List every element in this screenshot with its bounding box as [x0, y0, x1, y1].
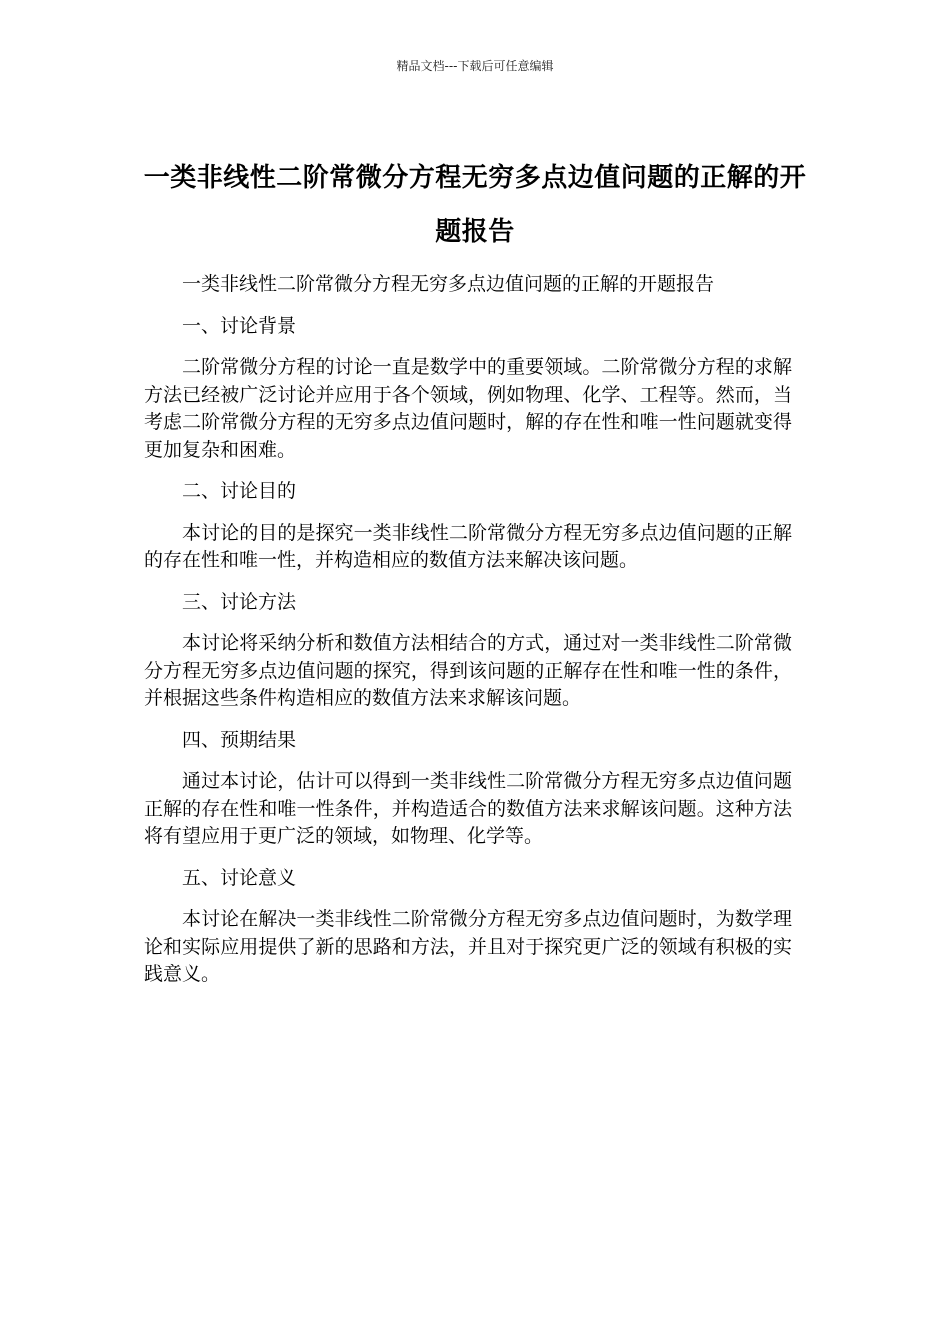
- section-heading-purpose: 二、讨论目的: [182, 480, 297, 502]
- section-body-expected-results: 通过本讨论，估计可以得到一类非线性二阶常微分方程无穷多点边值问题正解的存在性和唯一性条件，并构造适合的数值方法来求解该问题。这种方法将有望应用于更广泛的领域，如物理、化学等。: [144, 770, 792, 847]
- document-title: 一类非线性二阶常微分方程无穷多点边值问题的正解的开题报告: [143, 163, 807, 248]
- section-body-purpose: 本讨论的目的是探究一类非线性二阶常微分方程无穷多点边值问题的正解的存在性和唯一性，并构造相应的数值方法来解决该问题。: [144, 521, 792, 571]
- section-heading-method: 三、讨论方法: [182, 590, 297, 613]
- header-note: 精品文档---下载后可任意编辑: [396, 59, 554, 73]
- section-body-significance: 本讨论在解决一类非线性二阶常微分方程无穷多点边值问题时，为数学理论和实际应用提供了新的思路和方法，并且对于探究更广泛的领域有积极的实践意义。: [144, 908, 792, 985]
- intro-paragraph: 一类非线性二阶常微分方程无穷多点边值问题的正解的开题报告: [182, 273, 715, 295]
- section-heading-expected-results: 四、预期结果: [182, 728, 297, 751]
- section-heading-background: 一、讨论背景: [182, 314, 297, 337]
- section-heading-significance: 五、讨论意义: [182, 866, 297, 889]
- section-body-background: 二阶常微分方程的讨论一直是数学中的重要领域。二阶常微分方程的求解方法已经被广泛讨论并应用于各个领域，例如物理、化学、工程等。然而，当考虑二阶常微分方程的无穷多点边值问题时，解的存在性和唯一性问题就变得更加复杂和困难。: [144, 356, 792, 461]
- section-body-method: 本讨论将采纳分析和数值方法相结合的方式，通过对一类非线性二阶常微分方程无穷多点边值问题的探究，得到该问题的正解存在性和唯一性的条件，并根据这些条件构造相应的数值方法来求解该问题。: [144, 632, 792, 709]
- document-body: [144, 271, 792, 1003]
